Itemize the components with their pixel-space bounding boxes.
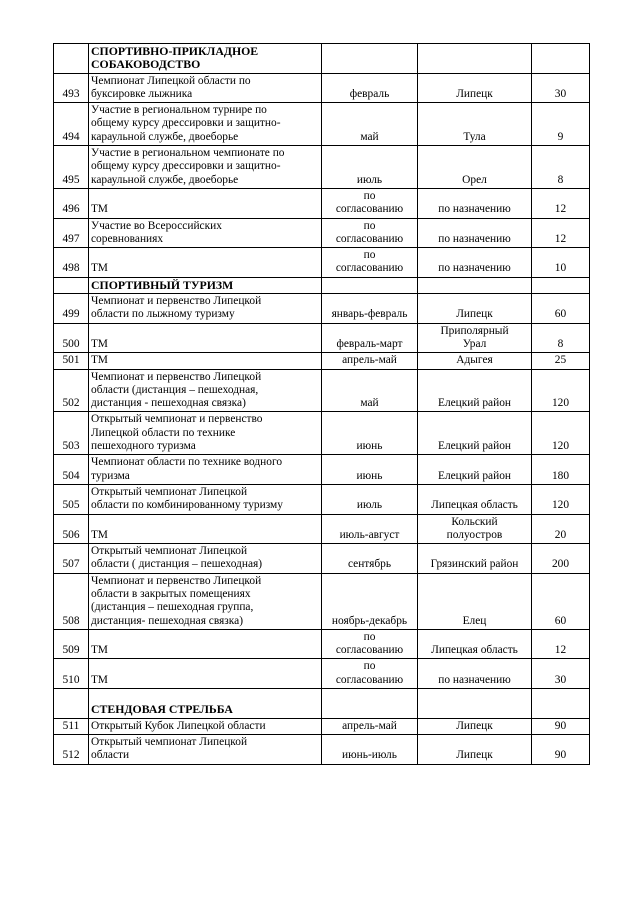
event-name [89,659,322,689]
event-place [418,323,532,353]
table-row [54,218,590,248]
event-name [89,146,322,189]
row-number: 499 [54,294,89,324]
row-number: 510 [54,659,89,689]
place-line: Елец [462,614,487,627]
name-line: области в закрытых помещениях [91,587,251,600]
date-line: апрель-май [342,354,397,367]
section-empty-cell [532,689,590,719]
row-number: 496 [54,188,89,218]
date-line: июнь-июль [342,749,397,762]
title-line: СТЕНДОВАЯ СТРЕЛЬБА [91,702,233,717]
name-line: дистанция - пешеходная связка) [91,397,246,410]
participant-count: 180 [532,455,590,485]
date-line: согласованию [335,644,404,657]
date-line: по [363,219,376,232]
name-line: Чемпионат и первенство Липецкой [91,295,262,308]
table-row [54,323,590,353]
section-num-cell [54,689,89,719]
name-line: области ( дистанция – пешеходная) [91,558,263,571]
event-place [418,514,532,544]
section-row [54,277,590,293]
event-date [322,323,418,353]
participant-count: 10 [532,248,590,278]
place-line: Приполярный [440,324,509,337]
name-line: Чемпионат области по технике водного [91,456,283,469]
event-name [89,484,322,514]
participant-count: 90 [532,718,590,734]
date-line: июнь [356,469,383,482]
event-place [418,629,532,659]
event-name [89,412,322,455]
name-line: Липецкой области по технике [91,426,236,439]
date-line: по [363,189,376,202]
place-line: Елецкий район [437,440,511,453]
title-line: СОБАКОВОДСТВО [91,57,201,72]
event-place [418,369,532,412]
table-row [54,659,590,689]
name-line: (дистанция – пешеходная группа, [91,601,254,614]
event-name [89,353,322,369]
participant-count: 30 [532,73,590,103]
date-line: ноябрь-декабрь [331,614,408,627]
date-line: февраль [349,87,390,100]
event-date [322,455,418,485]
event-date [322,103,418,146]
name-line: дистанция- пешеходная связка) [91,614,244,627]
date-line: согласованию [335,203,404,216]
event-date [322,629,418,659]
event-place [418,146,532,189]
place-line: Кольский [451,515,498,528]
event-name [89,188,322,218]
table-row [54,369,590,412]
name-line: области по комбинированному туризму [91,499,283,512]
section-title [89,689,322,719]
row-number: 505 [54,484,89,514]
row-number: 503 [54,412,89,455]
participant-count: 60 [532,294,590,324]
event-name [89,294,322,324]
name-line: буксировке лыжника [91,87,193,100]
event-place [418,188,532,218]
place-line: Липецк [456,308,493,321]
event-name [89,734,322,764]
event-name [89,629,322,659]
event-name [89,218,322,248]
name-line: Открытый чемпионат Липецкой [91,735,248,748]
participant-count: 12 [532,188,590,218]
name-line: караульной службе, двоеборье [91,130,239,143]
row-number: 504 [54,455,89,485]
event-name [89,103,322,146]
event-date [322,659,418,689]
row-number: 512 [54,734,89,764]
title-line: СПОРТИВНЫЙ ТУРИЗМ [91,277,234,292]
event-date [322,294,418,324]
name-line: области (дистанция – пешеходная, [91,383,259,396]
event-date [322,248,418,278]
participant-count: 30 [532,659,590,689]
place-line: Липецк [456,719,493,732]
participant-count: 25 [532,353,590,369]
participant-count: 8 [532,146,590,189]
date-line: июнь [356,440,383,453]
date-line: май [360,397,379,410]
participant-count: 8 [532,323,590,353]
event-place [418,544,532,574]
event-date [322,353,418,369]
event-name [89,514,322,544]
section-row [54,44,590,74]
date-line: согласованию [335,673,404,686]
table-row [54,573,590,629]
place-line: Елецкий район [437,469,511,482]
place-line: по назначению [438,232,511,245]
participant-count: 12 [532,629,590,659]
date-line: по [363,249,376,262]
date-line: февраль-март [336,337,403,350]
name-line: Чемпионат и первенство Липецкой [91,574,262,587]
name-line: караульной службе, двоеборье [91,173,239,186]
row-number: 494 [54,103,89,146]
name-line: Участие в региональном чемпионате по [91,147,285,160]
row-number: 498 [54,248,89,278]
place-line: по назначению [438,262,511,275]
name-line: Открытый чемпионат и первенство [91,413,263,426]
date-line: июль [356,499,383,512]
event-date [322,188,418,218]
name-line: ТМ [91,644,108,657]
participant-count: 9 [532,103,590,146]
row-number: 508 [54,573,89,629]
event-date [322,369,418,412]
participant-count: 120 [532,369,590,412]
event-place [418,659,532,689]
name-line: ТМ [91,528,108,541]
name-line: пешеходного туризма [91,440,196,453]
row-number: 495 [54,146,89,189]
place-line: по назначению [438,673,511,686]
participant-count: 120 [532,484,590,514]
place-line: Адыгея [456,354,493,367]
date-line: апрель-май [342,719,397,732]
participant-count: 200 [532,544,590,574]
row-number: 501 [54,353,89,369]
event-place [418,73,532,103]
table-row [54,248,590,278]
section-num-cell [54,44,89,74]
table-row [54,412,590,455]
events-table [53,43,590,765]
row-number: 500 [54,323,89,353]
name-line: ТМ [91,203,108,216]
section-empty-cell [532,277,590,293]
section-title [89,44,322,74]
place-line: Орел [462,173,487,186]
name-line: Открытый чемпионат Липецкой [91,485,248,498]
title-line: СПОРТИВНО-ПРИКЛАДНОЕ [91,44,259,58]
name-line: области по лыжному туризму [91,308,235,321]
section-row [54,689,590,719]
section-empty-cell [418,689,532,719]
name-line: ТМ [91,354,108,367]
date-line: январь-февраль [331,308,408,321]
date-line: июль [356,173,383,186]
date-line: сентябрь [347,558,392,571]
name-line: Чемпионат Липецкой области по [91,74,251,87]
place-line: Урал [462,337,487,350]
event-place [418,294,532,324]
name-line: соревнованиях [91,232,164,245]
section-empty-cell [322,277,418,293]
date-line: по [363,630,376,643]
event-date [322,146,418,189]
event-place [418,484,532,514]
event-place [418,248,532,278]
event-name [89,455,322,485]
event-name [89,73,322,103]
participant-count: 90 [532,734,590,764]
event-date [322,412,418,455]
section-empty-cell [418,44,532,74]
place-line: Елецкий район [437,397,511,410]
name-line: Участие в региональном турнире по [91,104,267,117]
table-row [54,718,590,734]
participant-count: 20 [532,514,590,544]
table-row [54,103,590,146]
table-row [54,146,590,189]
row-number: 507 [54,544,89,574]
section-empty-cell [532,44,590,74]
table-row [54,544,590,574]
table-row [54,734,590,764]
participant-count: 12 [532,218,590,248]
event-date [322,573,418,629]
place-line: по назначению [438,203,511,216]
name-line: ТМ [91,673,108,686]
table-row [54,455,590,485]
name-line: Открытый Кубок Липецкой области [91,719,266,732]
place-line: Липецкая область [431,499,518,512]
table-row [54,514,590,544]
event-place [418,455,532,485]
name-line: области [91,749,130,762]
event-date [322,718,418,734]
name-line: ТМ [91,262,108,275]
date-line: по [363,660,376,673]
event-date [322,734,418,764]
name-line: общему курсу дрессировки и защитно- [91,160,281,173]
event-place [418,718,532,734]
place-line: Липецк [456,749,493,762]
place-line: Грязинский район [430,558,519,571]
participant-count: 60 [532,573,590,629]
name-line: Чемпионат и первенство Липецкой [91,370,262,383]
row-number: 506 [54,514,89,544]
table-row [54,629,590,659]
section-empty-cell [322,689,418,719]
table-row [54,188,590,218]
section-title [89,277,322,293]
name-line: ТМ [91,337,108,350]
date-line: согласованию [335,262,404,275]
section-empty-cell [322,44,418,74]
event-place [418,353,532,369]
event-name [89,573,322,629]
event-date [322,514,418,544]
event-name [89,369,322,412]
event-name [89,544,322,574]
table-row [54,294,590,324]
event-place [418,573,532,629]
place-line: Тула [463,130,486,143]
events-table-body [54,44,590,765]
event-name [89,718,322,734]
event-date [322,73,418,103]
date-line: согласованию [335,232,404,245]
participant-count: 120 [532,412,590,455]
event-date [322,218,418,248]
row-number: 502 [54,369,89,412]
event-place [418,412,532,455]
place-line: Липецкая область [431,644,518,657]
event-name [89,323,322,353]
table-row [54,353,590,369]
name-line: туризма [91,469,130,482]
table-row [54,484,590,514]
event-place [418,734,532,764]
event-name [89,248,322,278]
row-number: 493 [54,73,89,103]
date-line: май [360,130,379,143]
row-number: 497 [54,218,89,248]
event-date [322,484,418,514]
event-place [418,218,532,248]
name-line: Участие во Всероссийских [91,219,222,232]
name-line: Открытый чемпионат Липецкой [91,545,248,558]
place-line: полуостров [446,528,503,541]
event-date [322,544,418,574]
title-line [91,690,319,703]
table-row [54,73,590,103]
section-num-cell [54,277,89,293]
place-line: Липецк [456,87,493,100]
name-line: общему курсу дрессировки и защитно- [91,117,281,130]
row-number: 509 [54,629,89,659]
date-line: июль-август [339,528,400,541]
section-empty-cell [418,277,532,293]
row-number: 511 [54,718,89,734]
event-place [418,103,532,146]
